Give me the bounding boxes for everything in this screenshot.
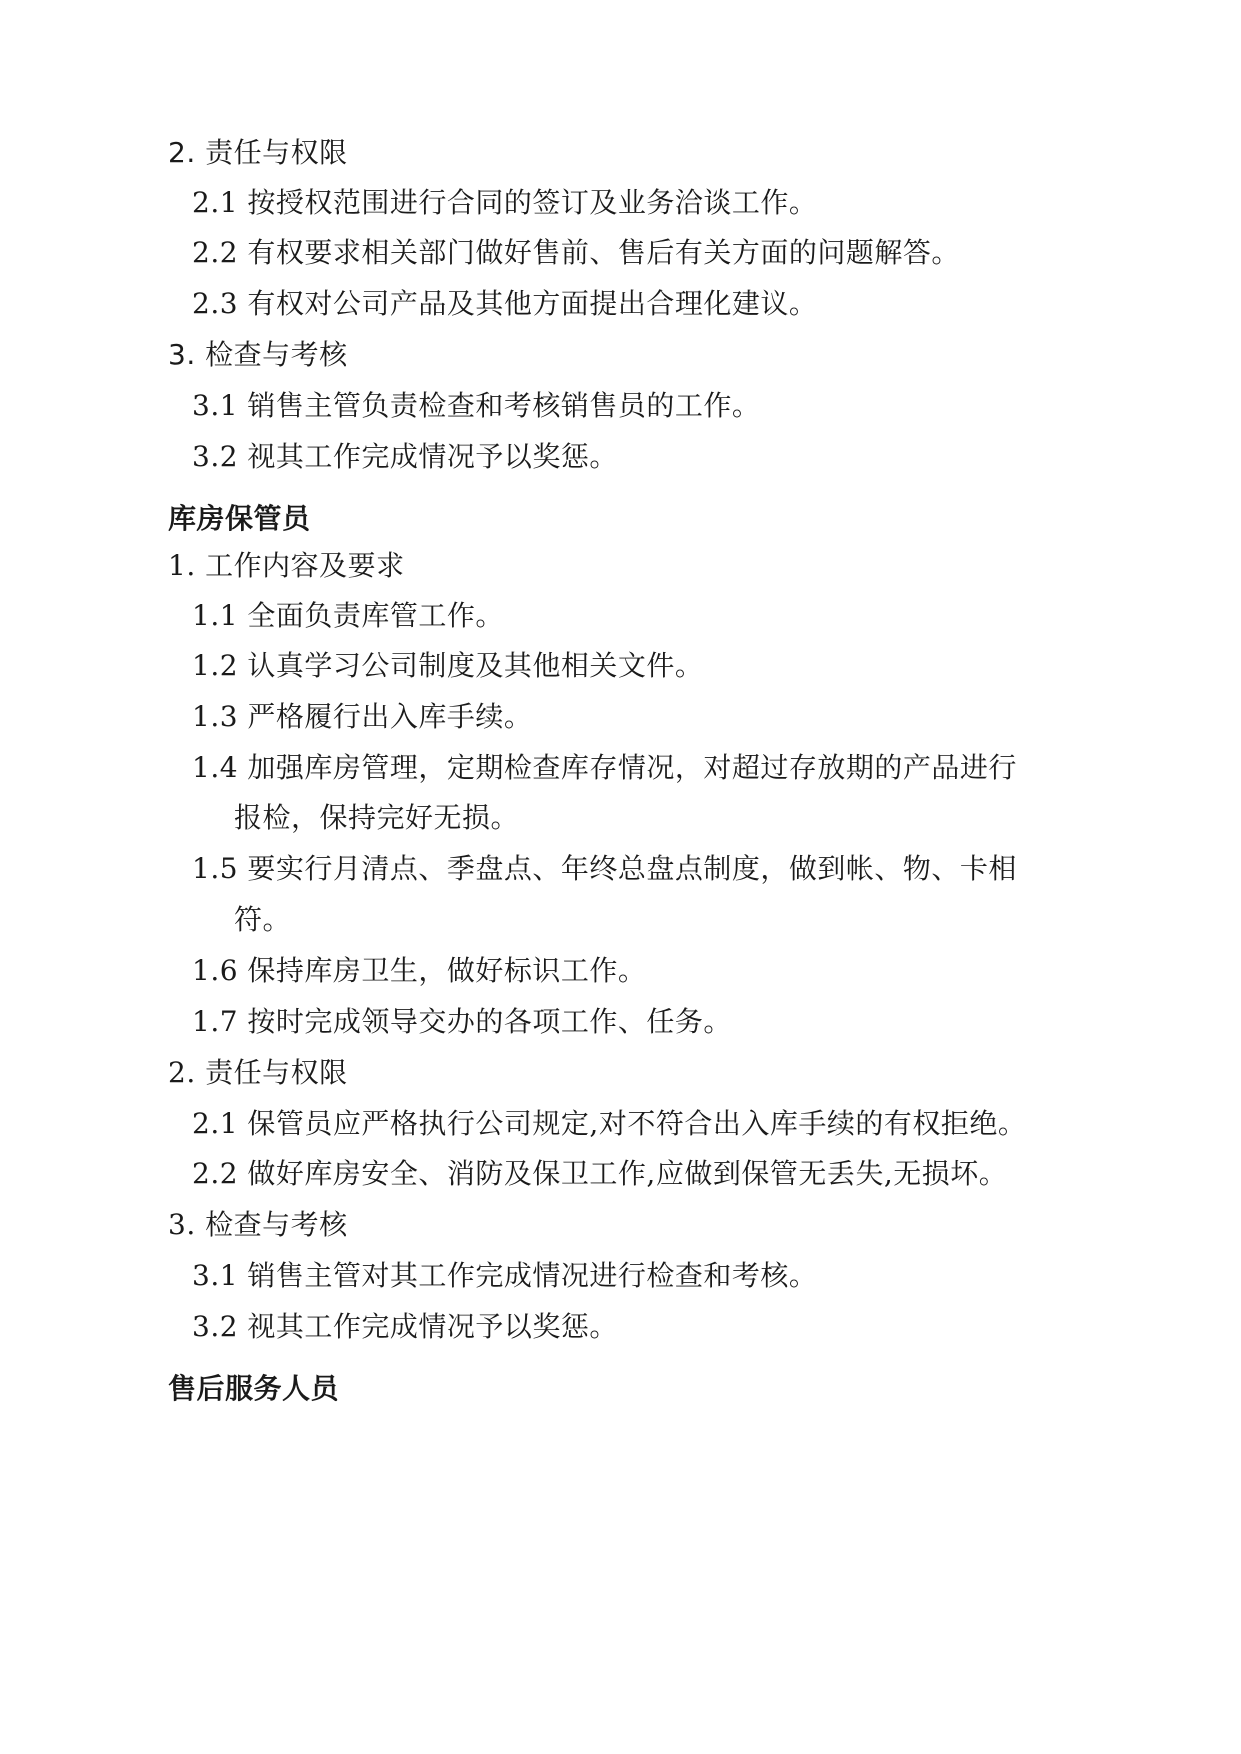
list-item: 1.6 保持库房卫生，做好标识工作。	[192, 954, 647, 987]
section-heading-responsibility: 2. 责任与权限	[168, 1056, 348, 1089]
section-heading-inspection: 3. 检查与考核	[168, 1208, 348, 1241]
list-item: 2.2 做好库房安全、消防及保卫工作,应做到保管无丢失,无损坏。	[192, 1157, 1008, 1190]
list-item-continuation: 符。	[234, 903, 292, 936]
section-heading-responsibility: 2. 责任与权限	[168, 136, 348, 169]
list-item: 1.3 严格履行出入库手续。	[192, 700, 533, 733]
list-item: 3.1 销售主管对其工作完成情况进行检查和考核。	[192, 1259, 818, 1292]
list-item: 2.3 有权对公司产品及其他方面提出合理化建议。	[192, 287, 818, 320]
job-title-warehouse-keeper: 库房保管员	[168, 502, 311, 535]
list-item: 1.7 按时完成领导交办的各项工作、任务。	[192, 1005, 732, 1038]
list-item-continuation: 报检，保持完好无损。	[234, 801, 520, 834]
list-item: 2.2 有权要求相关部门做好售前、售后有关方面的问题解答。	[192, 236, 960, 269]
job-title-after-sales: 售后服务人员	[168, 1372, 340, 1405]
list-item: 2.1 保管员应严格执行公司规定,对不符合出入库手续的有权拒绝。	[192, 1107, 1027, 1140]
section-heading-duties: 1. 工作内容及要求	[168, 549, 405, 582]
list-item: 1.4 加强库房管理，定期检查库存情况，对超过存放期的产品进行	[192, 751, 1017, 784]
list-item: 1.1 全面负责库管工作。	[192, 599, 504, 632]
list-item: 2.1 按授权范围进行合同的签订及业务洽谈工作。	[192, 186, 818, 219]
list-item: 3.2 视其工作完成情况予以奖惩。	[192, 1310, 618, 1343]
list-item: 1.5 要实行月清点、季盘点、年终总盘点制度，做到帐、物、卡相	[192, 852, 1017, 885]
list-item: 3.1 销售主管负责检查和考核销售员的工作。	[192, 389, 761, 422]
list-item: 3.2 视其工作完成情况予以奖惩。	[192, 440, 618, 473]
list-item: 1.2 认真学习公司制度及其他相关文件。	[192, 649, 704, 682]
section-heading-inspection: 3. 检查与考核	[168, 338, 348, 371]
